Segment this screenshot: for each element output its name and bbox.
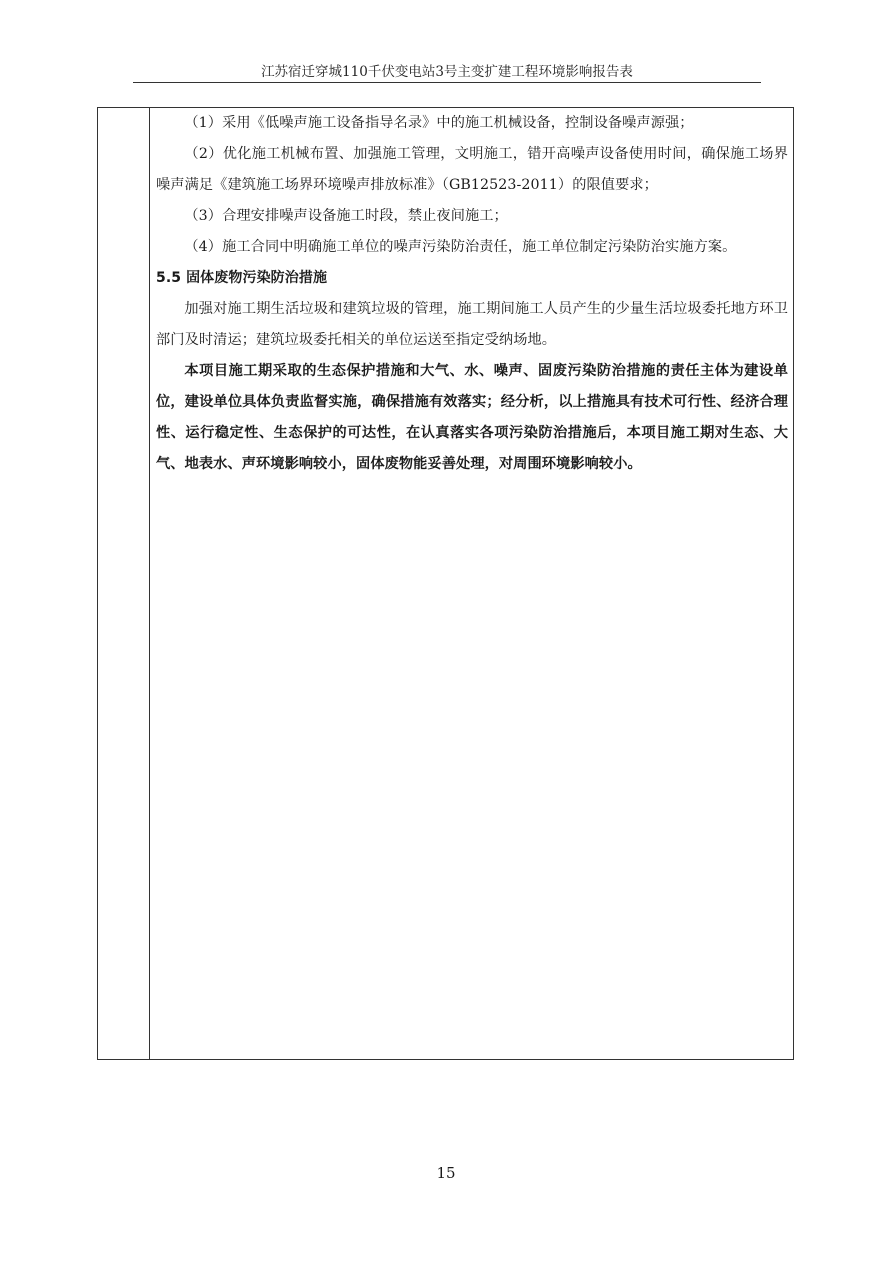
- header-divider: [133, 82, 761, 83]
- noise-measure-3: （3）合理安排噪声设备施工时段，禁止夜间施工；: [184, 208, 508, 224]
- table-content-cell: [156, 108, 788, 480]
- document-header-title: 江苏宿迁穿城110千伏变电站3号主变扩建工程环境影响报告表: [261, 64, 633, 80]
- noise-measure-4: （4）施工合同中明确施工单位的噪声污染防治责任，施工单位制定污染防治实施方案。: [184, 239, 737, 255]
- noise-measure-1: （1）采用《低噪声施工设备指导名录》中的施工机械设备，控制设备噪声源强；: [184, 115, 694, 131]
- solid-waste-paragraph: 加强对施工期生活垃圾和建筑垃圾的管理，施工期间施工人员产生的少量生活垃圾委托地方环卫部门及时清运；建筑垃圾委托相关的单位运送至指定受纳场地。: [156, 301, 788, 348]
- table-left-column: [98, 108, 150, 1059]
- conclusion-paragraph: 本项目施工期采取的生态保护措施和大气、水、噪声、固废污染防治措施的责任主体为建设单位，建设单位具体负责监督实施，确保措施有效落实；经分析，以上措施具有技术可行性、经济合理性、运行稳定性、生态保护的可达性，在认真落实各项污染防治措施后，本项目施工期对生态、大气、地表水、声环境影响较小，固体废物能妥善处理，对周围环境影响较小。: [156, 363, 788, 472]
- page-number: 15: [436, 1164, 456, 1182]
- content-table: [97, 107, 794, 1060]
- noise-measure-2: （2）优化施工机械布置、加强施工管理，文明施工，错开高噪声设备使用时间，确保施工场界噪声满足《建筑施工场界环境噪声排放标准》（GB12523-2011）的限值要求；: [156, 146, 788, 193]
- section-heading-5-5: 5.5 固体废物污染防治措施: [156, 270, 328, 286]
